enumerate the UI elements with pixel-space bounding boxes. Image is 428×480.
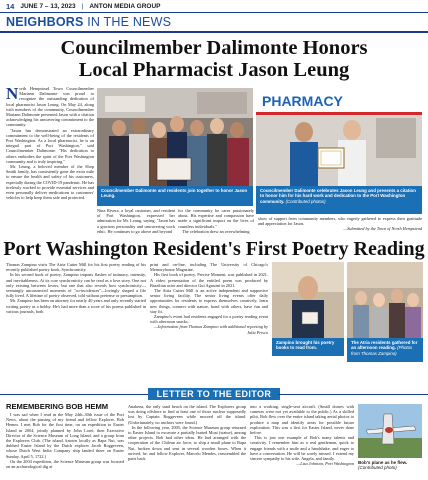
photo-citation-presentation xyxy=(256,88,422,187)
photo-zampino xyxy=(272,262,344,338)
story1-column-3 xyxy=(178,208,254,236)
story1-column-4 xyxy=(258,216,422,238)
banner-rule-right xyxy=(278,394,428,396)
photo-credit: (Contributed photos) xyxy=(285,198,326,204)
story2-paragraph: Mr. Zampino has been an attorney for nearly 40 years and only recently started writing poetry as a hobby. He's had more than a score of his poems published in various journals, both xyxy=(6,298,146,314)
masthead-separator: | xyxy=(81,2,84,10)
story2-paragraph: Zampino's event had residents engaged for a poetry reading event with afternoon snacks. xyxy=(150,314,268,325)
pharmacy-sign: PHARMACY xyxy=(262,93,343,109)
letter-banner xyxy=(0,388,428,400)
story1-column-2 xyxy=(97,208,175,236)
photo-caption-atria-text: The Atria residents gathered for an afternoon reading. xyxy=(351,340,418,351)
story1-column-1 xyxy=(6,86,94,232)
letter-paragraph: This is just one example of Bob's many talents and creativity. I remember him as a real gentleman, quick to engage friends with a smile and a handshake, and eager to have a conversation. He will be sorely missed. I extend my sincere sympathy to his wife, Angela, and family. xyxy=(250,435,354,462)
story1-paragraph: Mr. Leung, a beloved member of the Shop Smith family, has consistently gone the extra mile to ensure the health and safety of his customers, especially during the COVID-19 pandemic. He has tirelessly worked to provide essential services and even personally deliver medications to customers' vehicles to help keep them safe and protected. xyxy=(6,164,94,201)
section-name: NEIGHBORS xyxy=(6,15,84,29)
dropcap: N xyxy=(6,86,19,103)
story1-paragraph: Nina Rivera, a loyal customer, and resident of Port Washington, expressed her admiration for Mr. Leung, saying, "Jason has a gracious personality and unwavering work ethic. He continues to go above and beyond xyxy=(97,208,175,234)
photo-group-residents-image xyxy=(97,88,253,187)
photo-caption-1: Councilmember Dalimonte and residents join together to honor Jason Leung. xyxy=(97,186,253,206)
issue-date: JUNE 7 – 13, 2023 xyxy=(20,2,76,10)
story2-paragraph: print and on-line, including The University of Chicago's Memoryhouse Magazine. xyxy=(150,262,268,273)
story1-byline: —Submitted by the Town of North Hempstead xyxy=(343,226,422,232)
story1-headline xyxy=(0,37,428,81)
story1-paragraph: show of support from community members, who eagerly gathered to express their gratitude and appreciation for Jason. xyxy=(258,216,422,227)
page-number: 14 xyxy=(6,1,15,11)
photo-zampino-image xyxy=(272,262,344,338)
letter-banner-label: LETTER TO THE EDITOR xyxy=(148,388,280,400)
story1-paragraph: The celebration drew an overwhelming xyxy=(182,228,250,234)
photo-caption-bob xyxy=(358,460,422,471)
photo-atria-residents xyxy=(347,262,423,338)
story1-paragraph: orth Hempstead Town Councilmember Mariann Dalimonte was proud to recognize the outstanding dedication of local pharmacist Jason Leung. On May 24, along with members of the community, Councilmember Mariann Dalimonte presented Jason with a citation acknowledging his unwavering commitment to the community. xyxy=(6,86,94,128)
story1-headline-line2: Local Pharmacist Jason Leung xyxy=(78,59,350,81)
section-suffix: IN THE NEWS xyxy=(87,15,172,29)
story2-byline: —Information from Thomas Zampino with additional reporting by Julia Prisco xyxy=(154,324,268,335)
story2-paragraph: Thomas Zampino visits The Atria Cutter Mill for his first poetry reading of his recently published poetry book, Synchronicity. xyxy=(6,262,146,273)
photo-caption-atria xyxy=(347,338,423,362)
photo-credit: (Contributed photo) xyxy=(358,465,397,471)
banner-rule-left xyxy=(0,394,150,396)
photo-citation-image xyxy=(256,88,422,187)
photo-group-residents xyxy=(97,88,253,187)
letter-column-3 xyxy=(250,404,354,480)
photo-caption-2-text: Councilmember Dalimonte celebrates Jason Leung and presents a citation to honor him for his hard work and dedication to the Port Washington community. xyxy=(260,188,416,204)
photo-caption-zampino: Zampino brought his poetry books to read from. xyxy=(272,338,344,356)
letter-paragraph: On the 2004 expedition, the Science Museum group was focused on an archaeological dig at xyxy=(6,458,124,470)
story2-column-1 xyxy=(6,262,146,386)
masthead xyxy=(0,0,428,13)
letter-column-1 xyxy=(6,412,124,480)
story1-headline-line1: Councilmember Dalimonte Honors xyxy=(60,37,368,59)
letter-signoff: —Lisa Johnson, Port Washington xyxy=(296,461,354,467)
letter-paragraph: In the following year, 2005, the Science Museum group returned to Easter Island to excavate a partially buried Moai (statue), among other projects. Bob had other ideas. He had arranged with the cooperation of the Chilean air force, to ship a small plane to Rapa Nui, broken down and sent in several wooden boxes. When it arrived, he, and fellow Explorer, Marcelo Mendes, reassembled the parts back xyxy=(128,424,246,462)
story1-paragraph: for the community he cares passionately about. His expertise and compassion have made a significant impact on the lives of countless individuals." xyxy=(178,208,254,229)
section-divider xyxy=(0,31,428,33)
story2-column-2 xyxy=(150,262,268,386)
photo-atria-image xyxy=(347,262,423,338)
letter-paragraph: into a working, single-seat aircraft. (Small drones with cameras were not yet available to the public.) As a skilled pilot, Bob flew over the entire island taking aerial photos to produce a map and identify areas for possible future exploration. This was a first for Easter Island, never done before. xyxy=(250,404,354,436)
story2-paragraph: In his second book of poetry, Zampino imparts flashes of intimacy, intensity, and inevitableness. At its core synchronicity can be read as a love story. One not only existing between lovers, but one that also reveals how synchronicity—seemingly unconnected moments of "co-incidences"—lovingly shaped a life fully lived. A lifetime of poetry observed, told without pretense or presumption. xyxy=(6,272,146,299)
story2-paragraph: The Atria Cutter Mill is an active independent and supportive senior living facility. The senior living events offer daily opportunities for residents to express themselves creatively, learn new things, connect with nature, bond with others, have fun and stay fit. xyxy=(150,288,268,314)
photo-caption-2 xyxy=(256,186,422,214)
letter-paragraph: I was sad when I read in the May 24th–30th issue of the Port News, about the passing of my friend and fellow Explorer, Bob Hemm. I met Bob for the first time, on an expedition to Easter Island in 2004, jointly planned by John Loret, then Executive Director of the Science Museum of Long Island, and a group from the Explorers Club. (The island, known locally as Rapa Nui, was dubbed Easter Island by the Dutch explorer Jacob Roggeveen, whose Dutch West India Company ship landed there on Easter Sunday, April 5, 1722.) xyxy=(6,412,124,459)
section-title xyxy=(6,15,171,29)
publication-name: ANTON MEDIA GROUP xyxy=(89,2,161,10)
photo-bob-plane-image xyxy=(358,404,422,458)
letter-paragraph: Anakena, the only sand beach on the island. The Explorers group was doing offshore to find at least one of those nuclear supposedly lost by Captain Roggeveen while moored off the island. (Unfortunately, no anchors were found.) xyxy=(128,404,246,425)
story1-paragraph: "Jason has demonstrated an extraordinary commitment to the well-being of the residents of Port Washington. As a local pharmacist, he is an integral part of Port Washington," said Councilmember Dalimonte. "His dedication to others embodies the spirit of the Port Washington community and is truly inspiring." xyxy=(6,127,94,164)
letter-title: REMEMBERING BOB HEMM xyxy=(6,402,109,411)
letter-column-2 xyxy=(128,404,246,480)
story2-paragraph: His first book of poetry, Precise Moment, was published in 2021. A video presentation of the entitled poem was produced by Brazilian actor and director Gui Agustini in 2021. xyxy=(150,272,268,288)
photo-bob-plane xyxy=(358,404,422,458)
photo-caption-bob-text: Bob's plane as he flew. xyxy=(358,460,408,465)
story2-headline: Port Washington Resident's First Poetry Reading xyxy=(3,238,425,260)
photo-credit: (Photos from Thomas Zampino) xyxy=(351,345,413,356)
